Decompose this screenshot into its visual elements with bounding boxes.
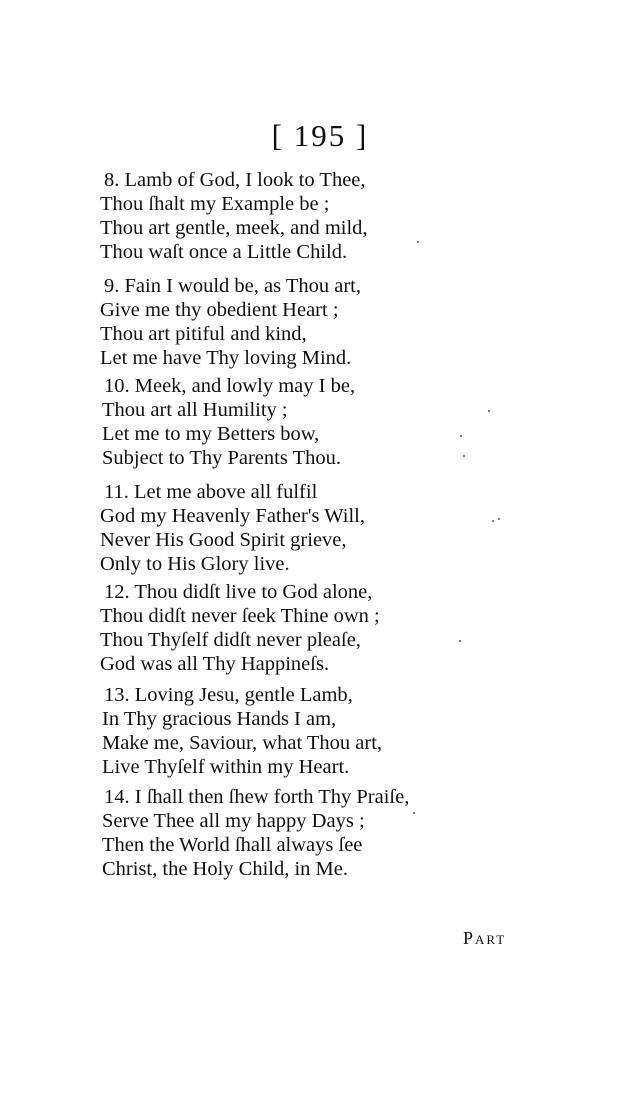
verse-line: Serve Thee all my happy Days ; bbox=[102, 810, 365, 832]
stanza-11 bbox=[100, 480, 500, 576]
ink-speck bbox=[460, 435, 462, 437]
ink-speck bbox=[417, 241, 419, 243]
verse-line: Give me thy obedient Heart ; bbox=[100, 299, 339, 321]
stanza-14 bbox=[100, 785, 500, 881]
verse-line: Thou ſhalt my Example be ; bbox=[100, 193, 330, 215]
verse-line: 12. Thou didſt live to God alone, bbox=[104, 581, 373, 603]
stanza-13 bbox=[100, 683, 500, 779]
verse-line: 9. Fain I would be, as Thou art, bbox=[104, 275, 361, 297]
page-number: [ 195 ] bbox=[271, 118, 369, 153]
catchword: Part bbox=[463, 928, 507, 948]
ink-speck bbox=[463, 455, 465, 457]
stanza-12 bbox=[100, 580, 500, 676]
verse-line: 14. I ſhall then ſhew forth Thy Praiſe, bbox=[104, 786, 410, 808]
stanza-8 bbox=[100, 168, 500, 264]
verse-line: 10. Meek, and lowly may I be, bbox=[104, 375, 356, 397]
ink-speck bbox=[488, 410, 490, 412]
verse-line: Thou art pitiful and kind, bbox=[100, 323, 307, 345]
verse-line: Christ, the Holy Child, in Me. bbox=[102, 858, 348, 880]
ink-speck bbox=[413, 812, 415, 814]
verse-line: Thou art gentle, meek, and mild, bbox=[100, 217, 368, 239]
verse-line: Let me to my Betters bow, bbox=[102, 423, 320, 445]
verse-line: 11. Let me above all fulfil bbox=[104, 481, 318, 503]
verse-line: Let me have Thy loving Mind. bbox=[100, 347, 352, 369]
ink-speck bbox=[498, 518, 500, 520]
verse-line: 13. Loving Jesu, gentle Lamb, bbox=[104, 684, 353, 706]
verse-line: 8. Lamb of God, I look to Thee, bbox=[104, 169, 366, 191]
verse-line: Thou didſt never ſeek Thine own ; bbox=[100, 605, 380, 627]
verse-line: Never His Good Spirit grieve, bbox=[100, 529, 347, 551]
verse-line: Thou waſt once a Little Child. bbox=[100, 241, 348, 263]
ink-speck bbox=[459, 640, 461, 642]
verse-line: Live Thyſelf within my Heart. bbox=[102, 756, 350, 778]
verse-line: God my Heavenly Father's Will, bbox=[100, 505, 365, 527]
verse-line: Make me, Saviour, what Thou art, bbox=[102, 732, 383, 754]
verse-line: Thou art all Humility ; bbox=[102, 399, 288, 421]
verse-line: Thou Thyſelf didſt never pleaſe, bbox=[100, 629, 361, 651]
stanza-10 bbox=[100, 374, 500, 470]
verse-line: Subject to Thy Parents Thou. bbox=[102, 447, 341, 469]
verse-line: Only to His Glory live. bbox=[100, 553, 290, 575]
verse-line: God was all Thy Happineſs. bbox=[100, 653, 330, 675]
verse-line: In Thy gracious Hands I am, bbox=[102, 708, 337, 730]
stanza-9 bbox=[100, 274, 500, 370]
verse-line: Then the World ſhall always ſee bbox=[102, 834, 363, 856]
ink-speck bbox=[492, 520, 494, 522]
